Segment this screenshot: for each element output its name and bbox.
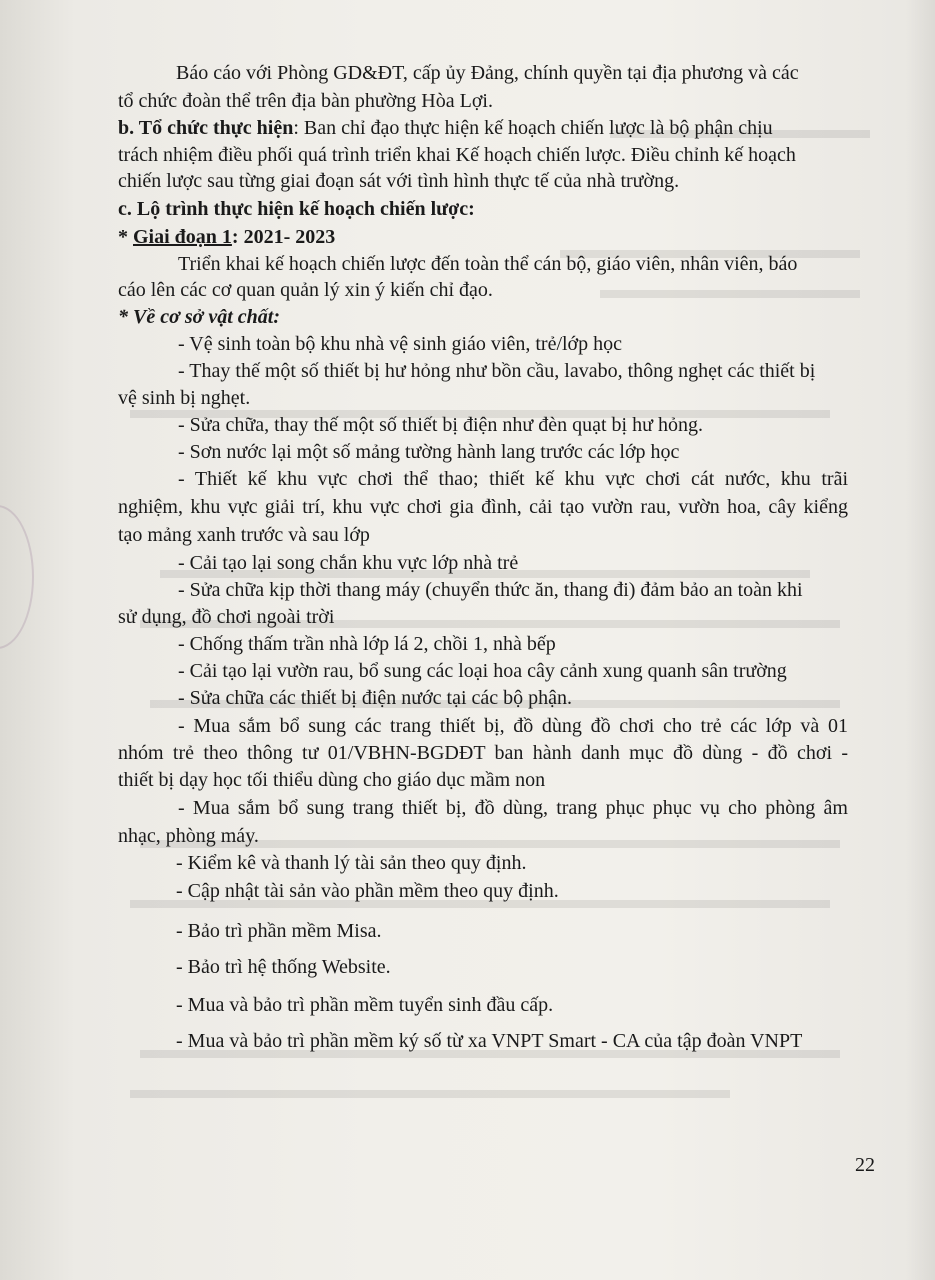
list-item: - Thiết kế khu vực chơi thể thao; thiết kế khu vực chơi cát nước, khu trãi: [178, 468, 848, 490]
list-item: - Mua và bảo trì phần mềm ký số từ xa VNPT Smart - CA của tập đoàn VNPT: [176, 1030, 803, 1052]
list-item: - Sửa chữa, thay thế một số thiết bị điện như đèn quạt bị hư hỏng.: [178, 414, 703, 436]
page-number: 22: [855, 1154, 875, 1176]
list-item: - Mua và bảo trì phần mềm tuyển sinh đầu cấp.: [176, 994, 554, 1016]
section-c-heading: c. Lộ trình thực hiện kế hoạch chiến lược:: [118, 198, 475, 220]
list-item: - Cải tạo lại vườn rau, bổ sung các loại hoa cây cảnh xung quanh sân trường: [178, 660, 787, 682]
section-b-text: : Ban chỉ đạo thực hiện kế hoạch chiến lược là bộ phận chịu: [293, 117, 773, 139]
list-item: - Chống thấm trần nhà lớp lá 2, chồi 1, nhà bếp: [178, 633, 556, 655]
list-item-continued: sử dụng, đồ chơi ngoài trời: [118, 606, 335, 628]
facility-heading: * Về cơ sở vật chất:: [118, 306, 280, 328]
list-item: - Mua sắm bổ sung các trang thiết bị, đồ dùng đồ chơi cho trẻ các lớp và 01: [178, 715, 848, 737]
list-item: - Sơn nước lại một số mảng tường hành lang trước các lớp học: [178, 441, 680, 463]
list-item: - Bảo trì hệ thống Website.: [176, 956, 391, 978]
list-item: - Mua sắm bổ sung trang thiết bị, đồ dùng, trang phục phục vụ cho phòng âm: [178, 797, 848, 819]
list-item-continued: nhóm trẻ theo thông tư 01/VBHN-BGDĐT ban hành danh mục đồ dùng - đồ chơi -: [118, 742, 848, 764]
list-item-continued: tạo mảng xanh trước và sau lớp: [118, 524, 370, 546]
phase-label: Giai đoạn 1: [133, 226, 232, 248]
paragraph-line: cáo lên các cơ quan quản lý xin ý kiến chỉ đạo.: [118, 279, 493, 301]
list-item-continued: nhạc, phòng máy.: [118, 825, 259, 847]
phase-star: *: [118, 226, 133, 248]
list-item-continued: thiết bị dạy học tối thiểu dùng cho giáo dục mầm non: [118, 769, 546, 791]
paragraph-line: trách nhiệm điều phối quá trình triển khai Kế hoạch chiến lược. Điều chỉnh kế hoạch: [118, 144, 796, 166]
list-item: - Thay thế một số thiết bị hư hỏng như bồn cầu, lavabo, thông nghẹt các thiết bị: [178, 360, 816, 382]
list-item: - Sửa chữa kịp thời thang máy (chuyển thức ăn, thang đi) đảm bảo an toàn khi: [178, 579, 803, 601]
phase-years: : 2021- 2023: [231, 226, 336, 248]
list-item-continued: vệ sinh bị nghẹt.: [118, 387, 251, 409]
list-item: - Bảo trì phần mềm Misa.: [176, 920, 382, 942]
paragraph-line: chiến lược sau từng giai đoạn sát với tình hình thực tế của nhà trường.: [118, 170, 680, 192]
paragraph-line: Báo cáo với Phòng GD&ĐT, cấp ủy Đảng, chính quyền tại địa phương và các: [176, 62, 799, 84]
list-item: - Cải tạo lại song chắn khu vực lớp nhà trẻ: [178, 552, 519, 574]
section-b-heading: b. Tổ chức thực hiện: [118, 117, 294, 139]
list-item: - Cập nhật tài sản vào phần mềm theo quy định.: [176, 880, 559, 902]
paragraph-line: Triển khai kế hoạch chiến lược đến toàn thể cán bộ, giáo viên, nhân viên, báo: [178, 253, 798, 275]
list-item: - Kiểm kê và thanh lý tài sản theo quy định.: [176, 852, 527, 874]
list-item: - Vệ sinh toàn bộ khu nhà vệ sinh giáo viên, trẻ/lớp học: [178, 333, 623, 355]
phase-heading: [118, 224, 335, 250]
list-item: - Sửa chữa các thiết bị điện nước tại các bộ phận.: [178, 687, 573, 709]
section-b-line: [118, 115, 773, 141]
list-item-continued: nghiệm, khu vực giải trí, khu vực chơi gia đình, cải tạo vườn rau, vườn hoa, cây kiểng: [118, 496, 848, 518]
paragraph-line: tổ chức đoàn thể trên địa bàn phường Hòa Lợi.: [118, 90, 493, 112]
